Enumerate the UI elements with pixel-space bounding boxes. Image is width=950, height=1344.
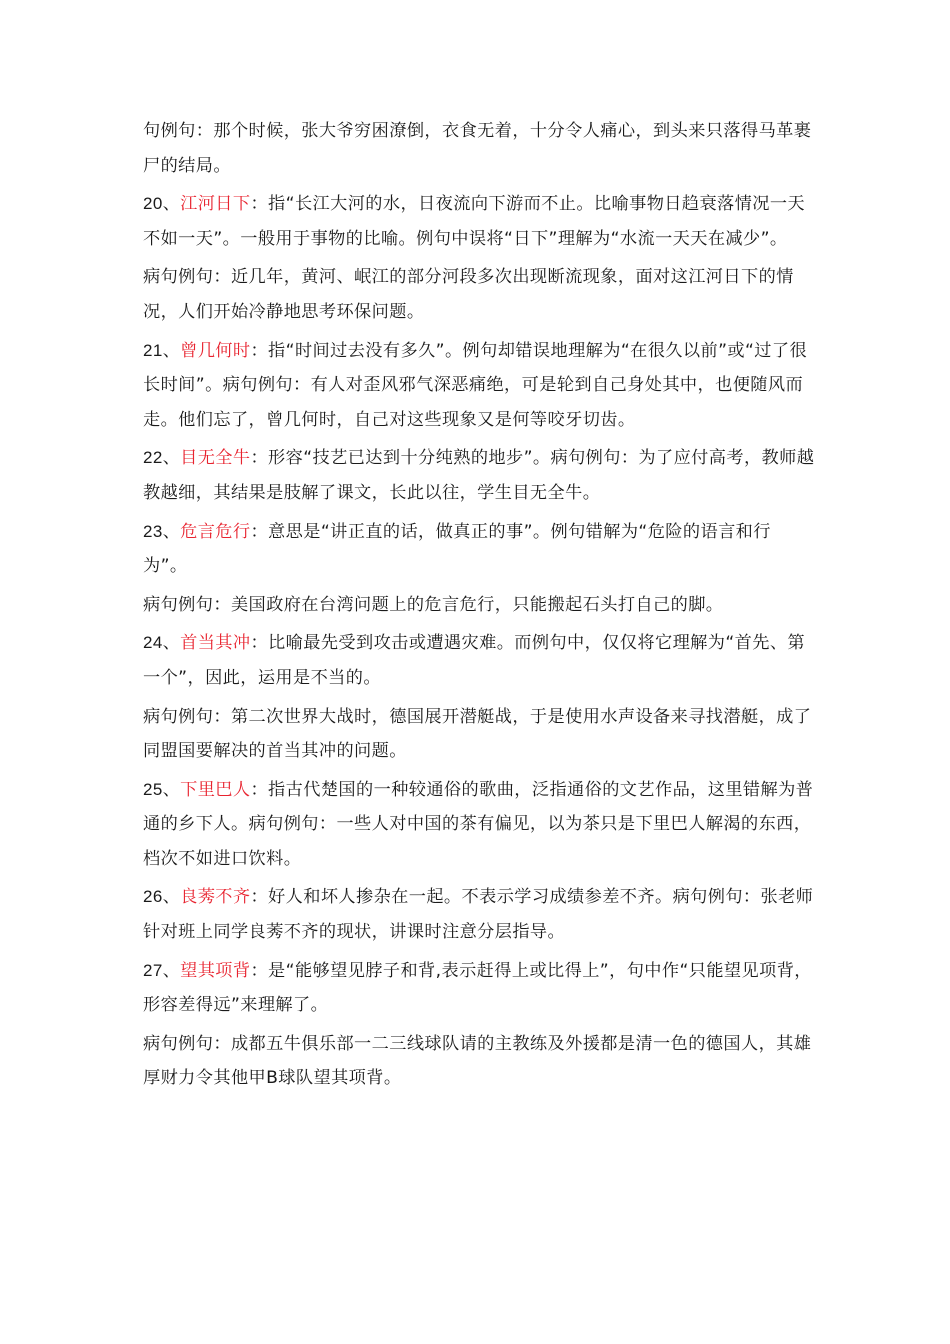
- paragraph-idiom-21: 21、曾几何时：指“时间过去没有多久”。例句却错误地理解为“在很久以前”或“过了很长时间”。病句例句：有人对歪风邪气深恶痛绝，可是轮到自己身处其中，也便随风而走。他们忘了，曾几何时，自己对这些现象又是何等咬牙切齿。: [143, 340, 808, 430]
- idiom-term: 曾几何时: [180, 340, 251, 361]
- idiom-term: 良莠不齐: [180, 887, 251, 908]
- paragraph-idiom-25: 25、下里巴人：指古代楚国的一种较通俗的歌曲，泛指通俗的文艺作品，这里错解为普通的乡下人。病句例句：一些人对中国的茶有偏见，以为茶只是下里巴人解渴的东西，档次不如进口饮料。: [143, 779, 814, 869]
- idiom-term: 目无全牛: [180, 448, 251, 469]
- paragraph-idiom-24: 24、首当其冲：比喻最先受到攻击或遭遇灾难。而例句中，仅仅将它理解为“首先、第一个”，因此，运用是不当的。: [143, 633, 805, 688]
- document-page: [143, 114, 815, 1100]
- paragraph-idiom-27: 27、望其项背：是“能够望见脖子和背,表示赶得上或比得上”，句中作“只能望见项背，形容差得远”来理解了。: [143, 960, 812, 1016]
- paragraph-example-24: 病句例句：第二次世界大战时，德国展开潜艇战，于是使用水声设备来寻找潜艇，成了同盟国要解决的首当其冲的问题。: [143, 706, 812, 762]
- idiom-term: 下里巴人: [180, 779, 251, 800]
- paragraph-example-27: 病句例句：成都五牛俱乐部一二三线球队请的主教练及外援都是清一色的德国人，其雄厚财力令其他甲B球队望其项背。: [143, 1033, 812, 1089]
- paragraph-example-20: 病句例句：近几年，黄河、岷江的部分河段多次出现断流现象，面对这江河日下的情况，人们开始冷静地思考环保问题。: [143, 267, 794, 322]
- idiom-term: 江河日下: [180, 194, 251, 215]
- paragraph-idiom-20: 20、江河日下：指“长江大河的水，日夜流向下游而不止。比喻事物日趋衰落情况一天不如一天”。一般用于事物的比喻。例句中误将“日下”理解为“水流一天天在减少”。: [143, 194, 805, 249]
- paragraph-idiom-22: 22、目无全牛：形容“技艺已达到十分纯熟的地步”。病句例句：为了应付高考，教师越教越细，其结果是肢解了课文，长此以往，学生目无全牛。: [143, 448, 815, 503]
- paragraph-idiom-23: 23、危言危行：意思是“讲正直的话，做真正的事”。例句错解为“危险的语言和行为”。: [143, 521, 771, 577]
- idiom-term: 危言危行: [180, 521, 251, 542]
- paragraph-continuation: 句例句：那个时候，张大爷穷困潦倒，衣食无着，十分令人痛心，到头来只落得马革裹尸的结局。: [143, 121, 812, 176]
- idiom-term: 首当其冲: [180, 633, 251, 654]
- idiom-term: 望其项背: [180, 960, 251, 981]
- paragraph-example-23: 病句例句：美国政府在台湾问题上的危言危行，只能搬起石头打自己的脚。: [143, 594, 724, 615]
- paragraph-idiom-26: 26、良莠不齐：好人和坏人掺杂在一起。不表示学习成绩参差不齐。病句例句：张老师针对班上同学良莠不齐的现状，讲课时注意分层指导。: [143, 887, 814, 943]
